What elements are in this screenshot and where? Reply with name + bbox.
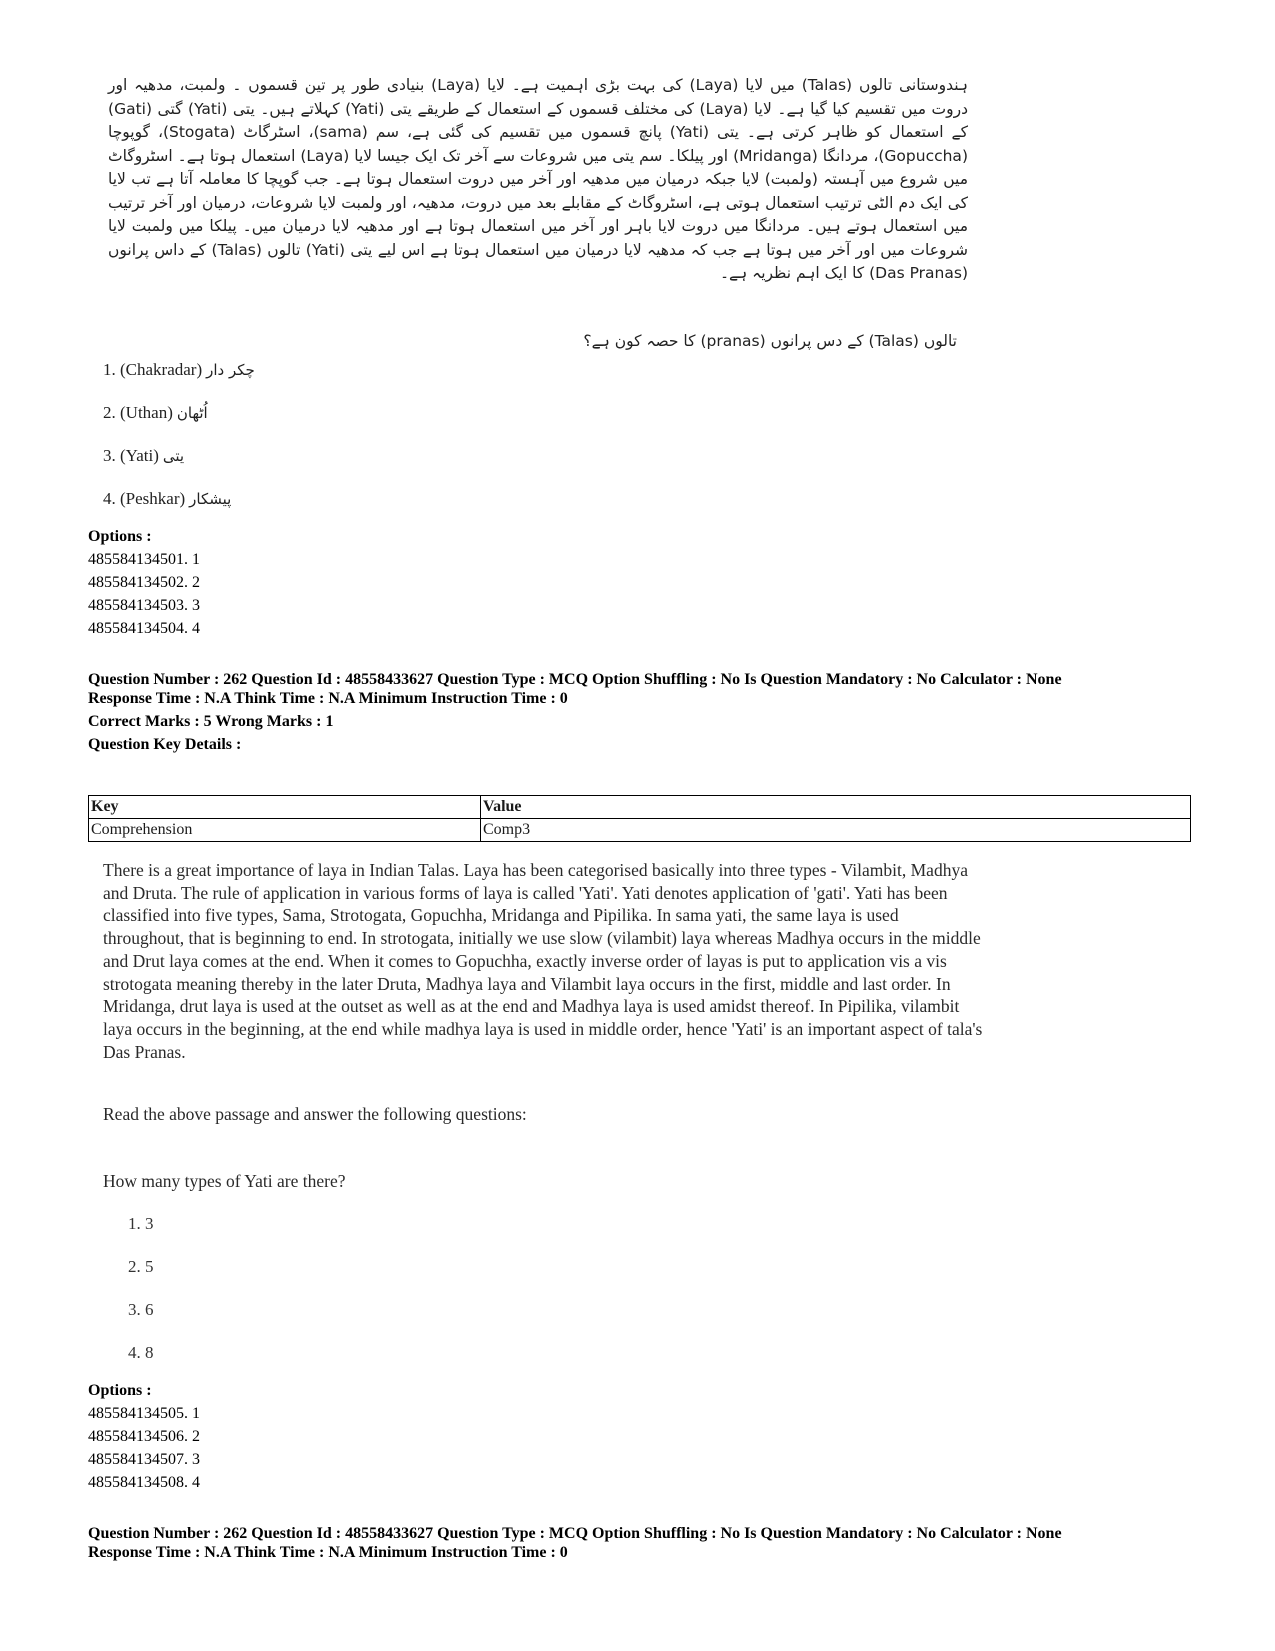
option-id: 485584134502. 2 [88,574,200,591]
choice-2: 2. 5 [128,1257,154,1276]
table-row [89,819,1191,842]
option-id: 485584134503. 3 [88,597,200,614]
table-header-row [89,796,1191,819]
question-text: How many types of Yati are there? [103,1171,346,1191]
urdu-choice-3: 3. (Yati) یتی [103,446,185,465]
choice-3: 3. 6 [128,1300,154,1319]
urdu-choice-2: 2. (Uthan) اُٹھان [103,403,208,422]
urdu-choice-4: 4. (Peshkar) پیشکار [103,489,232,508]
urdu-passage: ہندوستانی تالوں (Talas) میں لایا (Laya) کی بہت بڑی اہمیت ہے۔ لایا (Laya) بنیادی طور پر تین قسموں ۔ ولمبت، مدھیہ اور دروت میں تقسیم کیا گیا ہے۔ لایا (Laya) کی مختلف قسموں کے استعمال کے طریقے یتی (Yati) کہلاتے ہیں۔ یتی (Yati) گتی (Gati) کے استعمال کو ظاہر کرتی ہے۔ یتی (Yati) پانچ قسموں میں تقسیم کی گئی ہے، سم (sama)، اسٹرگاٹ (Stogata)، گوپوچا (Gopuccha)، مردانگا (Mridanga) اور پیلکا۔ سم یتی میں شروعات سے آخر تک ایک جیسا لایا (Laya) استعمال ہوتا ہے۔ اسٹروگاٹ میں شروع میں آہستہ (ولمبت) لایا جبکہ درمیان میں مدھیہ اور آخر میں دروت استعمال ہوتا ہے۔ جب گوپچا کا معاملہ آتا ہے تب لایا کی ایک دم الٹی ترتیب استعمال ہوتی ہے، اسٹروگاٹ کے مقابلے بعد میں دروت، مدھیہ، اور ولمبت لایا شروعات، درمیان اور آخر ترتیب میں استعمال ہوتے ہیں۔ مردانگا میں دروت لایا باہر اور آخر میں استعمال ہوتا ہے اور مدھیہ لایا درمیان میں۔ پیلکا میں ولمبت لایا شروعات میں اور آخر میں ہوتا ہے جب کہ مدھیہ لایا درمیان میں استعمال ہوتا ہے اس لیے یتی (Yati) تالوں (Talas) کے داس پرانوں (Das Pranas) کا ایک اہم نظریہ ہے۔ [108,76,968,282]
option-id: 485584134504. 4 [88,620,200,637]
table-header-key: Key [89,796,481,819]
question-marks: Correct Marks : 5 Wrong Marks : 1 [88,713,334,730]
option-id: 485584134507. 3 [88,1451,200,1468]
options-label: Options : [88,528,152,545]
key-details-label: Question Key Details : [88,736,242,753]
urdu-question: تالوں (Talas) کے دس پرانوں (pranas) کا حصہ کون ہے؟ [583,332,957,350]
next-question-meta: Question Number : 262 Question Id : 48558433627 Question Type : MCQ Option Shuffling : No Is Question Mandatory : No Calculator : None [88,1525,1062,1542]
options-label: Options : [88,1382,152,1399]
question-timing: Response Time : N.A Think Time : N.A Minimum Instruction Time : 0 [88,690,568,707]
table-header-value: Value [481,796,1191,819]
table-cell: Comp3 [481,819,1191,842]
english-passage: There is a great importance of laya in Indian Talas. Laya has been categorised basically into three types - Vilambit, Madhya and Druta. The rule of application in various forms of laya is called 'Yati'. Yati denotes application of 'gati'. Yati has been classified into five types, Sama, Strotogata, Gopuchha, Mridanga and Pipilika. In sama yati, the same laya is used throughout, that is beginning to end. In strotogata, initially we use slow (vilambit) laya whereas Madhya occurs in the middle and Drut laya comes at the end. When it comes to Gopuchha, exactly inverse order of layas is put to application vis a vis strotogata meaning thereby in the later Druta, Madhya laya and Vilambit laya occurs in the first, middle and last order. In Mridanga, drut laya is used at the outset as well as at the end and Madhya laya is used amidst thereof. In Pipilika, vilambit laya occurs in the beginning, at the end while madhya laya is used in middle order, hence 'Yati' is an important aspect of tala's Das Pranas. [103,860,983,1062]
instruction-text: Read the above passage and answer the following questions: [103,1104,527,1124]
urdu-choice-1: 1. (Chakradar) چکر دار [103,360,255,379]
option-id: 485584134508. 4 [88,1474,200,1491]
table-cell: Comprehension [89,819,481,842]
option-id: 485584134505. 1 [88,1405,200,1422]
choice-4: 4. 8 [128,1343,154,1362]
question-meta: Question Number : 262 Question Id : 48558433627 Question Type : MCQ Option Shuffling : No Is Question Mandatory : No Calculator : None [88,671,1062,688]
next-question-timing: Response Time : N.A Think Time : N.A Minimum Instruction Time : 0 [88,1544,568,1561]
choice-1: 1. 3 [128,1214,154,1233]
key-details-table [88,795,1191,842]
option-id: 485584134506. 2 [88,1428,200,1445]
option-id: 485584134501. 1 [88,551,200,568]
